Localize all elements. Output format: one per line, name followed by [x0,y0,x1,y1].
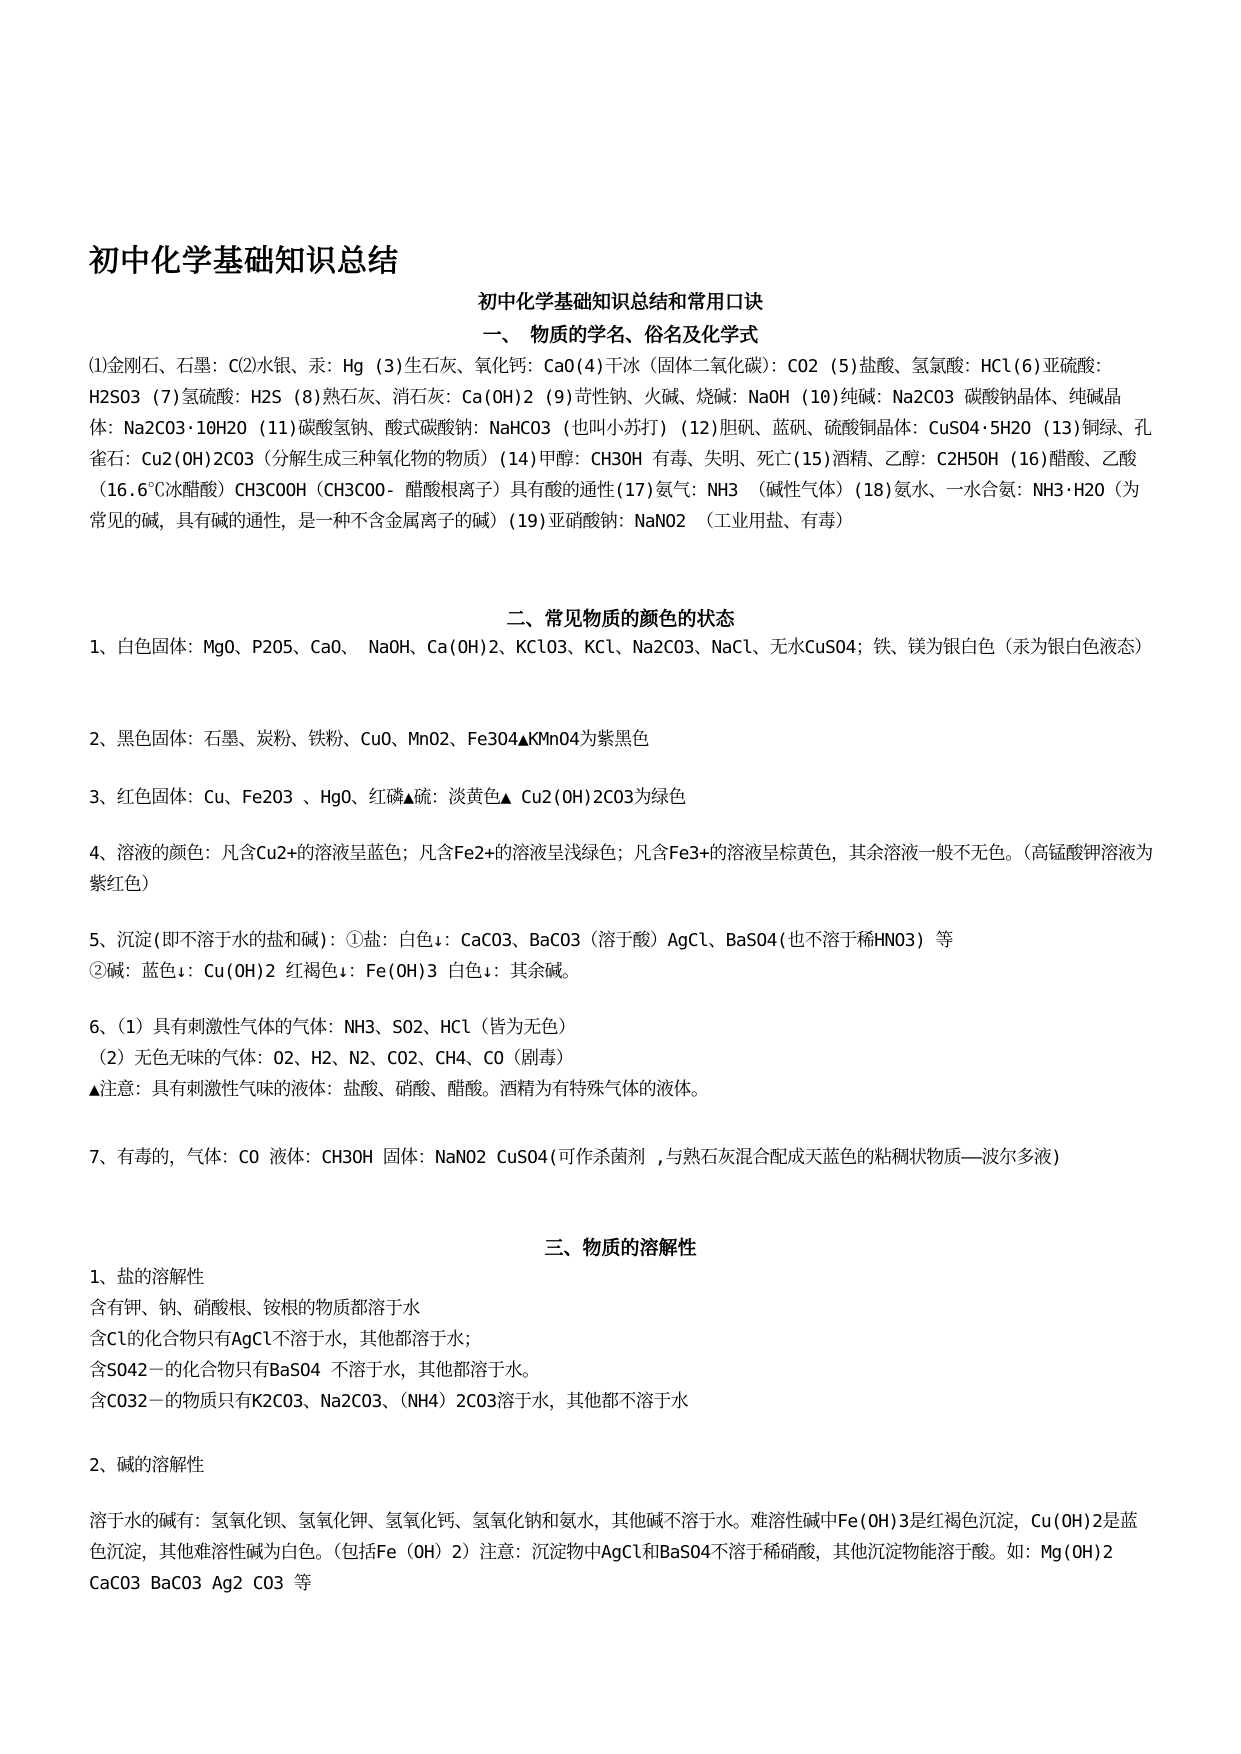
document-title: 初中化学基础知识总结 [89,244,399,279]
section-2-heading: 二、常见物质的颜色的状态 [506,608,735,630]
document-subtitle: 初中化学基础知识总结和常用口诀 [477,291,763,313]
base-solubility-text: 溶于水的碱有：氢氧化钡、氢氧化钾、氢氧化钙、氢氧化钠和氨水，其他碱不溶于水。难溶性碱中Fe(OH)3是红褐色沉淀，Cu(OH)2是蓝色沉淀，其他难溶性碱为白色。（包括Fe（OH）2）注意：沉淀物中AgCl和BaSO4不溶于稀硝酸，其他沉淀物能溶于酸。如：Mg(OH)2 CaCO3 BaCO3 Ag2 CO3 等 [89,1511,1138,1594]
salt-rule-3: 含SO42－的化合物只有BaSO4 不溶于水，其他都溶于水。 [89,1360,540,1381]
color-item-2: 2、黑色固体：石墨、炭粉、铁粉、CuO、MnO2、Fe3O4▲KMnO4为紫黑色 [89,729,649,750]
color-item-7: 7、有毒的，气体：CO 液体：CH3OH 固体：NaNO2 CuSO4(可作杀菌剂 ,与熟石灰混合配成天蓝色的粘稠状物质——波尔多液) [89,1147,1062,1168]
color-item-3: 3、红色固体：Cu、Fe2O3 、HgO、红磷▲硫：淡黄色▲ Cu2(OH)2CO3为绿色 [89,787,686,808]
salt-solubility-block [89,1262,1154,1417]
gas-odorless-line: （2）无色无味的气体：O2、H2、N2、CO2、CH4、CO（剧毒） [89,1048,574,1069]
salt-rule-1: 含有钾、钠、硝酸根、铵根的物质都溶于水 [89,1298,420,1319]
color-item-6 [89,1012,1154,1105]
salt-rule-4: 含CO32－的物质只有K2CO3、Na2CO3、（NH4）2CO3溶于水，其他都不溶于水 [89,1391,689,1412]
gas-irritant-line: 6、（1）具有刺激性气体的气体：NH3、SO2、HCl（皆为无色） [89,1017,576,1038]
color-item-1: 1、白色固体：MgO、P2O5、CaO、 NaOH、Ca(OH)2、KClO3、KCl、Na2CO3、NaCl、无水CuSO4；铁、镁为银白色（汞为银白色液态） [89,637,1152,658]
gas-note-line: ▲注意：具有刺激性气味的液体：盐酸、硝酸、醋酸。酒精为有特殊气体的液体。 [89,1079,709,1100]
section-3-heading: 三、物质的溶解性 [544,1237,697,1259]
salt-solubility-heading: 1、盐的溶解性 [89,1267,204,1288]
section-1-heading: 一、 物质的学名、俗名及化学式 [482,324,759,346]
precipitate-salt-line: 5、沉淀(即不溶于水的盐和碱)：①盐：白色↓：CaCO3、BaCO3（溶于酸）AgCl、BaSO4(也不溶于稀HNO3) 等 [89,930,953,951]
precipitate-base-line: ②碱：蓝色↓：Cu(OH)2 红褐色↓：Fe(OH)3 白色↓：其余碱。 [89,961,580,982]
section-1-text: ⑴金刚石、石墨：C⑵水银、汞：Hg (3)生石灰、氧化钙：CaO(4)干冰（固体二氧化碳）：CO2 (5)盐酸、氢氯酸：HCl(6)亚硫酸：H2SO3 (7)氢硫酸：H2S (8)熟石灰、消石灰：Ca(OH)2 (9)苛性钠、火碱、烧碱：NaOH (10)纯碱：Na2CO3 碳酸钠晶体、纯碱晶体：Na2CO3·10H2O (11)碳酸氢钠、酸式碳酸钠：NaHCO3 (也叫小苏打) (12)胆矾、蓝矾、硫酸铜晶体：CuSO4·5H2O (13)铜绿、孔雀石：Cu2(OH)2CO3（分解生成三种氧化物的物质）(14)甲醇：CH3OH 有毒、失明、死亡(15)酒精、乙醇：C2H5OH (16)醋酸、乙酸（16.6℃冰醋酸）CH3COOH（CH3COO- 醋酸根离子）具有酸的通性(17)氨气：NH3 （碱性气体）(18)氨水、一水合氨：NH3·H2O（为常见的碱，具有碱的通性，是一种不含金属离子的碱）(19)亚硝酸钠：NaNO2 （工业用盐、有毒） [89,356,1152,532]
color-item-4: 4、溶液的颜色：凡含Cu2+的溶液呈蓝色；凡含Fe2+的溶液呈浅绿色；凡含Fe3+的溶液呈棕黄色，其余溶液一般不无色。（高锰酸钾溶液为紫红色） [89,843,1153,895]
salt-rule-2: 含Cl的化合物只有AgCl不溶于水，其他都溶于水； [89,1329,482,1350]
base-solubility-heading: 2、碱的溶解性 [89,1455,204,1476]
color-item-5 [89,925,1154,987]
